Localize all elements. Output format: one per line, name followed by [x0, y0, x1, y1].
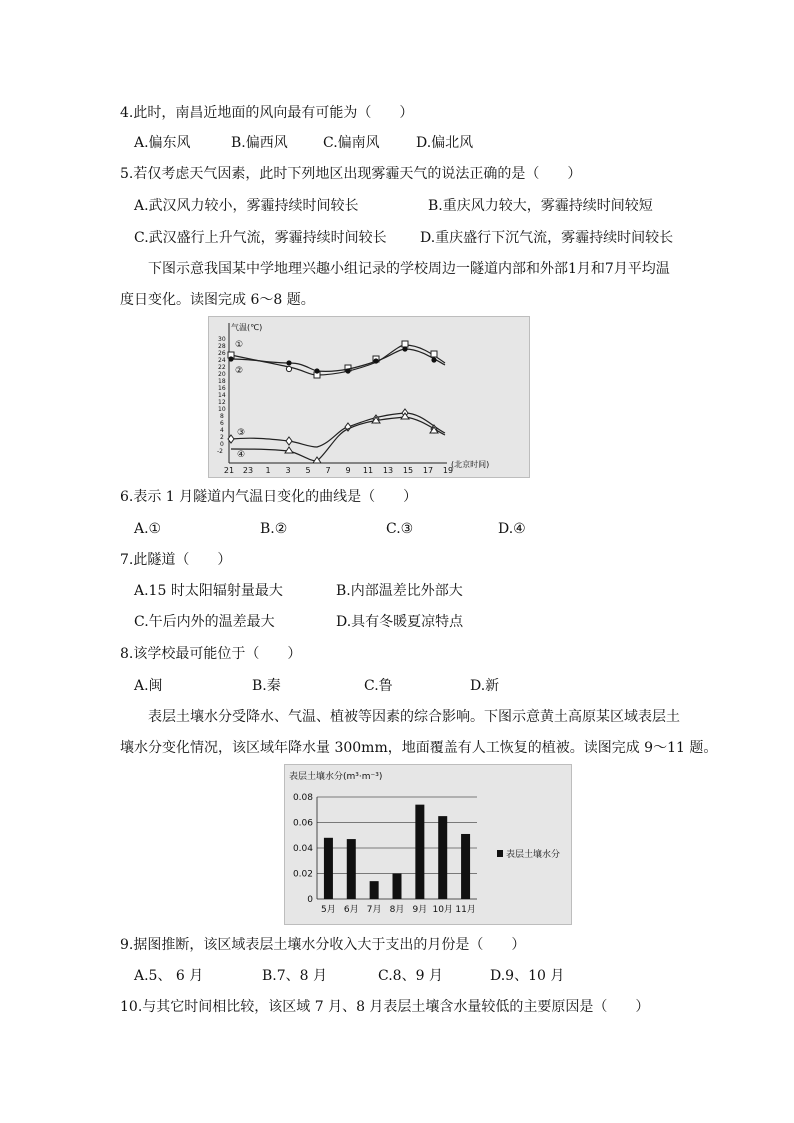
y-tick-label: 0.04	[292, 844, 313, 854]
soil-moisture-chart	[284, 764, 572, 925]
y-tick: 28	[218, 343, 226, 350]
temperature-chart-xlabel: (北京时间)	[451, 460, 490, 469]
curve-2-point	[345, 368, 350, 373]
y-tick: 4	[220, 427, 224, 434]
category-label: 5月	[321, 905, 336, 915]
curve-2-line	[231, 349, 445, 371]
question-6-option-d[interactable]: D.④	[498, 521, 526, 537]
curve-2-point	[314, 368, 319, 373]
curve-2-point	[286, 360, 291, 365]
question-7-option-c[interactable]: C.午后内外的温差最大	[134, 614, 275, 630]
x-tick: 19	[442, 466, 454, 475]
y-tick-label: 0.06	[292, 818, 313, 829]
y-tick: 24	[218, 357, 226, 364]
question-9-option-c[interactable]: C.8、9 月	[378, 968, 443, 984]
category-label: 9月	[412, 905, 428, 915]
bar-6月	[347, 839, 356, 899]
question-5-option-a[interactable]: A.武汉风力较小，雾霾持续时间较长	[134, 198, 359, 214]
x-tick: 13	[382, 466, 394, 475]
temperature-chart	[208, 316, 530, 478]
y-tick: 12	[218, 399, 226, 406]
category-label: 8月	[389, 905, 405, 915]
y-tick: 10	[218, 406, 226, 413]
x-tick: 7	[325, 466, 331, 475]
question-9-option-a[interactable]: A.5、 6 月	[134, 968, 204, 984]
curve-label-2: ②	[235, 366, 244, 376]
bar-10月	[438, 816, 447, 899]
y-tick: 22	[218, 364, 226, 371]
y-tick-label: 0.02	[292, 869, 313, 880]
bar-11月	[461, 834, 470, 899]
question-4-option-d[interactable]: D.偏北风	[416, 135, 474, 151]
curve-2-point	[286, 366, 291, 371]
category-label: 11月	[455, 905, 476, 915]
question-8-option-d[interactable]: D.新	[470, 678, 500, 694]
y-tick: 26	[218, 350, 226, 357]
curve-label-1: ①	[235, 340, 244, 350]
curve-2-point	[431, 357, 436, 362]
question-9-option-b[interactable]: B.7、8 月	[262, 968, 328, 984]
x-tick: 21	[223, 466, 235, 475]
curve-label-4: ④	[237, 450, 246, 460]
question-4-stem: 4.此时，南昌近地面的风向最有可能为（ ）	[120, 105, 414, 121]
bar-7月	[370, 881, 379, 899]
x-tick: 9	[345, 466, 351, 475]
curve-4-point	[285, 447, 293, 453]
x-tick: 5	[305, 466, 311, 475]
x-tick: 3	[285, 466, 291, 475]
intro-paragraph-2-line-1: 表层土壤水分受降水、气温、植被等因素的综合影响。下图示意黄土高原某区域表层土	[148, 709, 680, 725]
curve-1-point	[402, 341, 408, 347]
question-6-option-b[interactable]: B.②	[260, 521, 288, 537]
y-tick: 20	[218, 371, 226, 378]
curve-2-point	[402, 346, 407, 351]
y-tick: 8	[220, 413, 224, 420]
y-tick: 18	[218, 378, 226, 385]
y-tick: -2	[217, 448, 223, 455]
x-tick: 15	[402, 466, 414, 475]
x-tick: 17	[422, 466, 434, 475]
curve-2-point	[373, 358, 378, 363]
legend-swatch	[497, 850, 503, 857]
question-7-stem: 7.此隧道（ ）	[120, 552, 232, 568]
question-6-option-c[interactable]: C.③	[386, 521, 414, 537]
question-7-option-d[interactable]: D.具有冬暖夏凉特点	[336, 614, 464, 630]
curve-1-point	[431, 351, 437, 357]
temperature-chart-ylabel: 气温(℃)	[231, 323, 263, 332]
question-9-stem: 9.据图推断，该区域表层土壤水分收入大于支出的月份是（ ）	[120, 937, 526, 953]
x-tick: 23	[242, 466, 254, 475]
curve-2-point	[228, 356, 233, 361]
y-tick: 14	[218, 392, 226, 399]
x-tick: 1	[265, 466, 271, 475]
y-tick: 6	[220, 420, 224, 427]
intro-paragraph-2-line-2: 壤水分变化情况，该区域年降水量 300mm，地面覆盖有人工恢复的植被。读图完成 9～11 题。	[120, 740, 718, 756]
question-8-option-c[interactable]: C.鲁	[364, 678, 393, 694]
question-7-option-a[interactable]: A.15 时太阳辐射量最大	[134, 583, 283, 599]
question-4-option-b[interactable]: B.偏西风	[231, 135, 288, 151]
category-label: 10月	[432, 905, 453, 915]
question-5-option-b[interactable]: B.重庆风力较大，雾霾持续时间较短	[428, 198, 653, 214]
question-8-stem: 8.该学校最可能位于（ ）	[120, 646, 302, 662]
curve-label-3: ③	[237, 428, 246, 438]
question-6-option-a[interactable]: A.①	[134, 521, 162, 537]
curve-3-point	[286, 437, 292, 445]
bar-9月	[415, 805, 424, 899]
question-7-option-b[interactable]: B.内部温差比外部大	[336, 583, 463, 599]
question-9-option-d[interactable]: D.9、10 月	[490, 968, 565, 984]
x-tick: 11	[362, 466, 374, 475]
bar-chart-title: 表层土壤水分(m³·m⁻³)	[289, 772, 383, 782]
y-tick: 0	[220, 441, 224, 448]
question-4-option-a[interactable]: A.偏东风	[134, 135, 191, 151]
question-6-stem: 6.表示 1 月隧道内气温日变化的曲线是（ ）	[120, 489, 418, 505]
y-tick: 2	[220, 434, 224, 441]
legend-label: 表层土壤水分	[506, 850, 561, 860]
y-tick: 16	[218, 385, 226, 392]
y-tick: 30	[218, 336, 226, 343]
intro-paragraph-1-line-1: 下图示意我国某中学地理兴趣小组记录的学校周边一隧道内部和外部1月和7月平均温	[148, 261, 670, 277]
bar-5月	[324, 838, 333, 899]
y-tick-label: 0.08	[292, 793, 313, 803]
question-8-option-b[interactable]: B.秦	[252, 678, 281, 694]
question-5-stem: 5.若仅考虑天气因素，此时下列地区出现雾霾天气的说法正确的是（ ）	[120, 166, 582, 182]
question-8-option-a[interactable]: A.闽	[134, 678, 163, 694]
question-5-option-c[interactable]: C.武汉盛行上升气流，雾霾持续时间较长	[134, 230, 387, 246]
category-label: 6月	[343, 905, 359, 915]
question-5-option-d[interactable]: D.重庆盛行下沉气流，雾霾持续时间较长	[420, 230, 674, 246]
y-tick-label: 0	[307, 895, 313, 905]
question-10-stem: 10.与其它时间相比较，该区域 7 月、8 月表层土壤含水量较低的主要原因是（ ）	[120, 999, 650, 1015]
intro-paragraph-1-line-2: 度日变化。读图完成 6～8 题。	[120, 292, 315, 308]
question-4-option-c[interactable]: C.偏南风	[323, 135, 380, 151]
bar-8月	[393, 874, 402, 900]
category-label: 7月	[366, 905, 382, 915]
